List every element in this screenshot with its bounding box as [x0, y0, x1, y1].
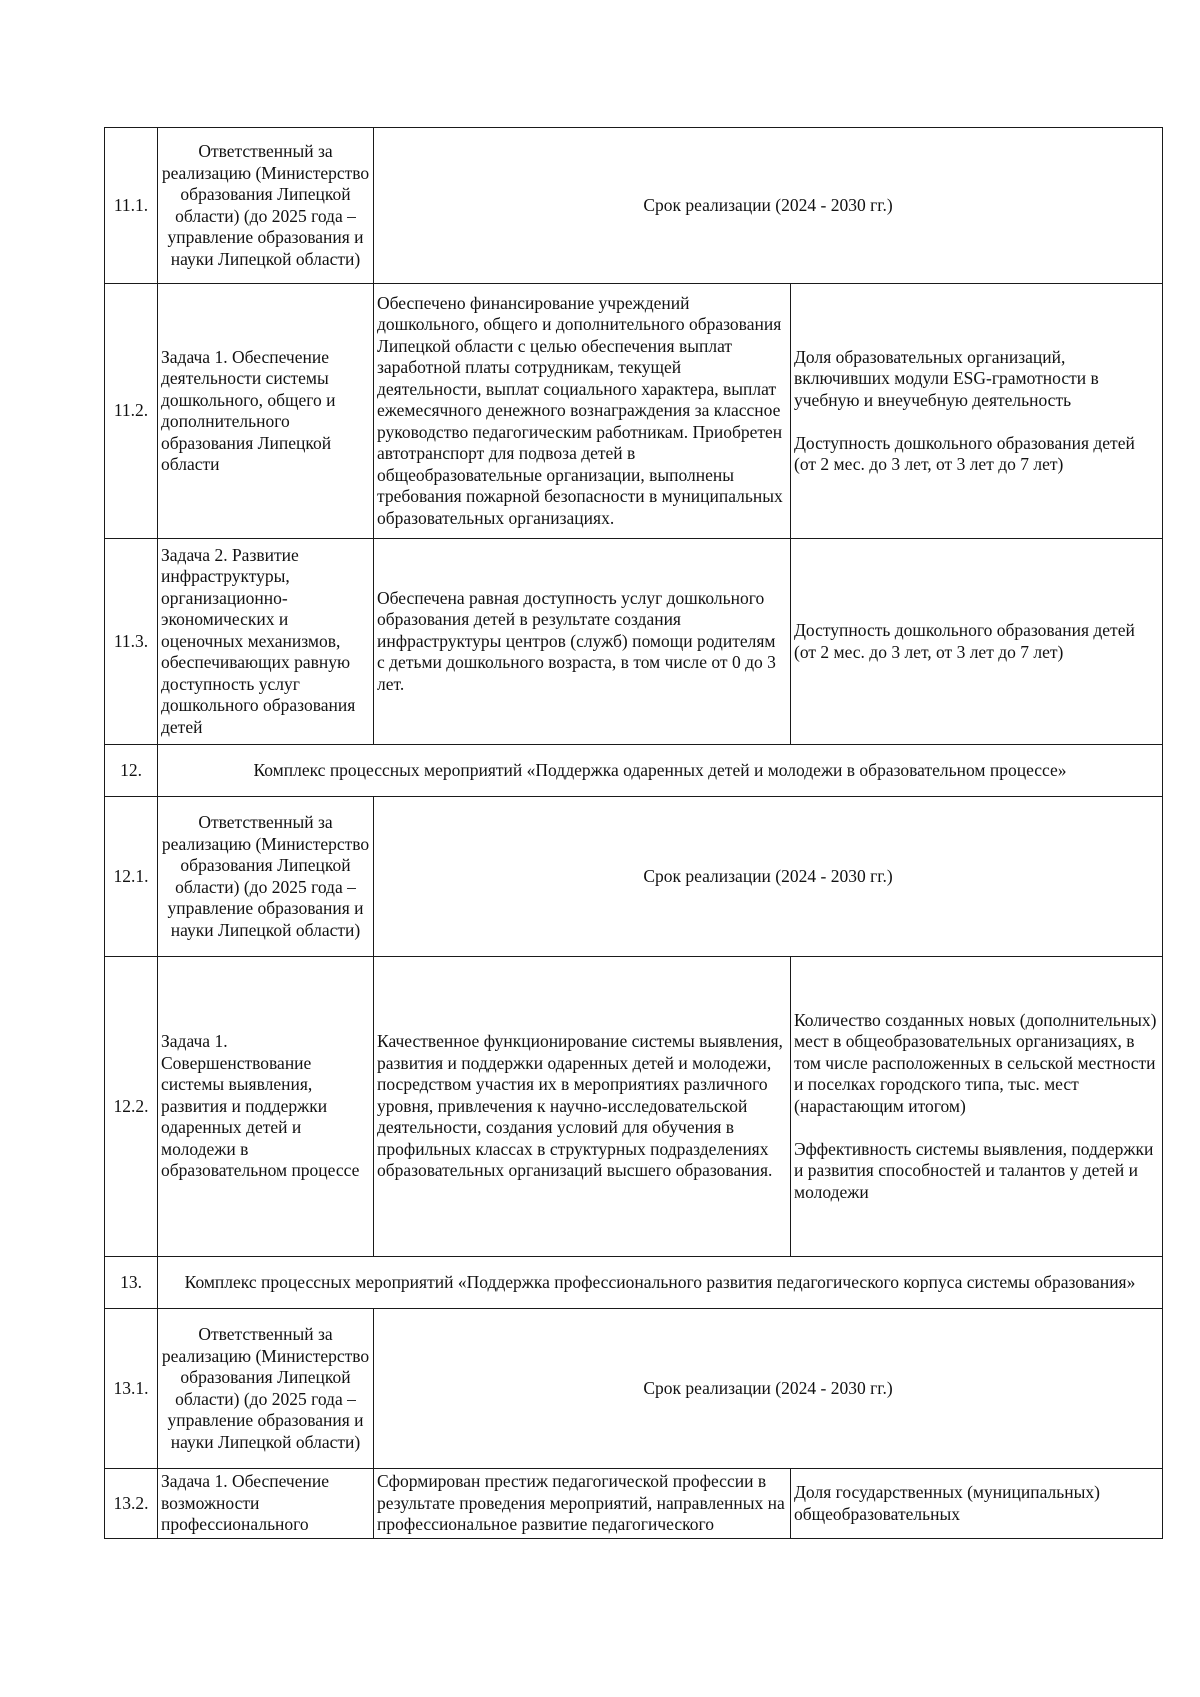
result-cell: Качественное функционирование системы выявления, развития и поддержки одаренных детей и молодежи, посредством участия их в мероприятиях различного уровня, привлечения к научно-исследовательской деятельности, создания условий для обучения в профильных классах в структурных подразделениях образовательных организаций высшего образования.	[374, 957, 791, 1257]
table-row	[105, 797, 1163, 957]
table-row	[105, 128, 1163, 284]
row-number: 13.2.	[105, 1469, 158, 1539]
result-cell: Сформирован престиж педагогической профессии в результате проведения мероприятий, направленных на профессиональное развитие педагогического	[374, 1469, 791, 1539]
complex-title-cell: Комплекс процессных мероприятий «Поддержка профессионального развития педагогического корпуса системы образования»	[158, 1257, 1163, 1309]
table-row	[105, 1257, 1163, 1309]
indicator-cell: Доля государственных (муниципальных) общеобразовательных	[791, 1469, 1163, 1539]
indicator-cell: Доступность дошкольного образования детей (от 2 мес. до 3 лет, от 3 лет до 7 лет)	[791, 539, 1163, 745]
responsible-cell: Ответственный за реализацию (Министерство образования Липецкой области) (до 2025 года – управление образования и науки Липецкой области)	[158, 1309, 374, 1469]
row-number: 12.1.	[105, 797, 158, 957]
period-cell: Срок реализации (2024 - 2030 гг.)	[374, 797, 1163, 957]
task-cell: Задача 1. Совершенствование системы выявления, развития и поддержки одаренных детей и молодежи в образовательном процессе	[158, 957, 374, 1257]
task-cell: Задача 1. Обеспечение возможности профессионального	[158, 1469, 374, 1539]
table-row	[105, 284, 1163, 539]
table-row	[105, 1469, 1163, 1539]
program-table	[104, 127, 1163, 1539]
table-row	[105, 1309, 1163, 1469]
task-cell: Задача 2. Развитие инфраструктуры, организационно-экономических и оценочных механизмов, обеспечивающих равную доступность услуг дошкольного образования детей	[158, 539, 374, 745]
row-number: 13.	[105, 1257, 158, 1309]
result-cell: Обеспечена равная доступность услуг дошкольного образования детей в результате создания инфраструктуры центров (служб) помощи родителям с детьми дошкольного возраста, в том числе от 0 до 3 лет.	[374, 539, 791, 745]
period-cell: Срок реализации (2024 - 2030 гг.)	[374, 128, 1163, 284]
responsible-cell: Ответственный за реализацию (Министерство образования Липецкой области) (до 2025 года – управление образования и науки Липецкой области)	[158, 128, 374, 284]
row-number: 11.2.	[105, 284, 158, 539]
table-row	[105, 745, 1163, 797]
complex-title-cell: Комплекс процессных мероприятий «Поддержка одаренных детей и молодежи в образовательном процессе»	[158, 745, 1163, 797]
table-row	[105, 957, 1163, 1257]
row-number: 12.	[105, 745, 158, 797]
result-cell: Обеспечено финансирование учреждений дошкольного, общего и дополнительного образования Липецкой области с целью обеспечения выплат заработной платы сотрудникам, текущей деятельности, выплат социального характера, выплат ежемесячного денежного вознаграждения за классное руководство педагогическим работникам. Приобретен автотранспорт для подвоза детей в общеобразовательные организации, выполнены требования пожарной безопасности в муниципальных образовательных организациях.	[374, 284, 791, 539]
row-number: 13.1.	[105, 1309, 158, 1469]
indicator-cell: Доля образовательных организаций, включивших модули ESG-грамотности в учебную и внеучебную деятельность Доступность дошкольного образования детей (от 2 мес. до 3 лет, от 3 лет до 7 лет)	[791, 284, 1163, 539]
row-number: 11.1.	[105, 128, 158, 284]
indicator-cell: Количество созданных новых (дополнительных) мест в общеобразовательных организациях, в том числе расположенных в сельской местности и поселках городского типа, тыс. мест (нарастающим итогом) Эффективность системы выявления, поддержки и развития способностей и талантов у детей и молодежи	[791, 957, 1163, 1257]
row-number: 11.3.	[105, 539, 158, 745]
task-cell: Задача 1. Обеспечение деятельности системы дошкольного, общего и дополнительного образования Липецкой области	[158, 284, 374, 539]
row-number: 12.2.	[105, 957, 158, 1257]
period-cell: Срок реализации (2024 - 2030 гг.)	[374, 1309, 1163, 1469]
responsible-cell: Ответственный за реализацию (Министерство образования Липецкой области) (до 2025 года – управление образования и науки Липецкой области)	[158, 797, 374, 957]
table-row	[105, 539, 1163, 745]
